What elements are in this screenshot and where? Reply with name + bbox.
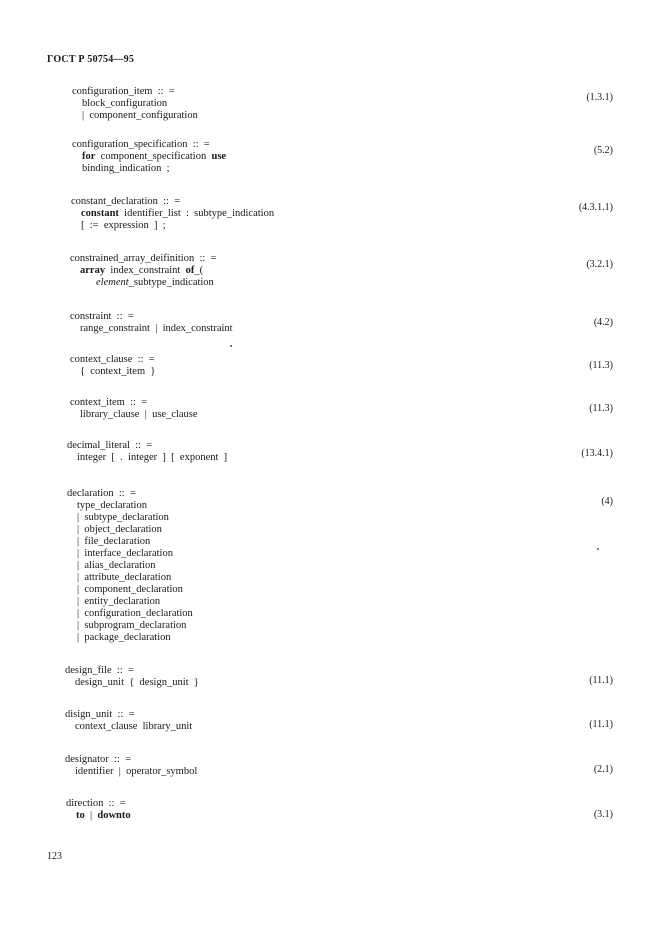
rule-body-line	[77, 596, 160, 608]
italic-text: element	[96, 277, 129, 288]
rule-text: { context_item }	[80, 366, 156, 377]
rule-text: declaration :: =	[67, 488, 136, 499]
rule-body-line	[80, 409, 198, 421]
rule-text: decimal_literal :: =	[67, 440, 153, 451]
rule-text: _subtype_indication	[128, 277, 214, 288]
stray-mark	[230, 345, 232, 347]
section-reference: (2.1)	[593, 764, 613, 775]
rule-body-line	[77, 536, 150, 548]
rule-text: | configuration_declaration	[77, 608, 193, 619]
section-reference: (5.2)	[593, 145, 613, 156]
rule-head	[70, 354, 155, 366]
rule-text: binding_indication ;	[82, 163, 170, 174]
keyword: use	[211, 151, 227, 162]
rule-text: disign_unit :: =	[65, 709, 135, 720]
rule-head	[66, 798, 126, 810]
document-header: ГОСТ Р 50754—95	[47, 54, 135, 65]
rule-head	[70, 253, 216, 265]
rule-text: component_specification	[95, 151, 212, 162]
rule-body-line	[77, 620, 186, 632]
keyword: constant	[81, 208, 119, 219]
rule-text: identifier_list : subtype_indication	[118, 208, 275, 219]
section-reference: (4)	[601, 496, 613, 507]
rule-text: block_configuration	[82, 98, 168, 109]
rule-text: | object_declaration	[77, 524, 162, 535]
rule-body-line	[75, 766, 197, 778]
rule-head	[65, 754, 131, 766]
rule-head	[65, 709, 135, 721]
keyword: downto	[97, 810, 131, 821]
rule-text: range_constraint | index_constraint	[80, 323, 233, 334]
rule-body-line	[77, 524, 162, 536]
rule-text: design_unit { design_unit }	[75, 677, 199, 688]
rule-body-line	[77, 548, 173, 560]
rule-body-line	[80, 265, 203, 277]
rule-text: type_declaration	[77, 500, 147, 511]
rule-body-line	[82, 163, 170, 175]
section-reference: (1.3.1)	[586, 92, 613, 103]
section-reference: (11.1)	[589, 719, 613, 730]
rule-body-line	[82, 98, 167, 110]
rule-head	[70, 397, 147, 409]
rule-body-line	[77, 452, 227, 464]
rule-text: direction :: =	[66, 798, 126, 809]
rule-body-line	[96, 277, 214, 289]
rule-body-line	[81, 208, 274, 220]
rule-body-line	[77, 560, 155, 572]
rule-text: configuration_specification :: =	[72, 139, 210, 150]
rule-text: | entity_declaration	[77, 596, 161, 607]
keyword: to	[76, 810, 85, 821]
rule-text: context_item :: =	[70, 397, 148, 408]
rule-body-line	[82, 151, 226, 163]
rule-body-line	[81, 220, 166, 232]
rule-body-line	[77, 572, 171, 584]
rule-text: index_constraint	[105, 265, 186, 276]
rule-text: | package_declaration	[77, 632, 171, 643]
rule-text: | interface_declaration	[77, 548, 173, 559]
section-reference: (3.2.1)	[586, 259, 613, 270]
rule-text: | subtype_declaration	[77, 512, 169, 523]
rule-head	[67, 440, 152, 452]
rule-text: integer [ . integer ] [ exponent ]	[77, 452, 228, 463]
rule-text: | component_configuration	[82, 110, 198, 121]
section-reference: (4.2)	[593, 317, 613, 328]
section-reference: (11.3)	[589, 360, 613, 371]
rule-head	[70, 311, 134, 323]
section-reference: (4.3.1.1)	[578, 202, 613, 213]
rule-text: library_clause | use_clause	[80, 409, 198, 420]
rule-body-line	[80, 323, 233, 335]
rule-head	[72, 86, 175, 98]
rule-head	[65, 665, 134, 677]
rule-text: | component_declaration	[77, 584, 183, 595]
rule-body-line	[77, 584, 183, 596]
rule-text: constant_declaration :: =	[71, 196, 181, 207]
keyword: array	[80, 265, 106, 276]
rule-body-line	[75, 677, 199, 689]
stray-mark	[597, 548, 599, 550]
rule-text: _(	[194, 265, 204, 276]
rule-text: context_clause :: =	[70, 354, 155, 365]
rule-body-line	[75, 721, 192, 733]
rule-body-line	[76, 810, 131, 822]
rule-text: | alias_declaration	[77, 560, 156, 571]
rule-text: constraint :: =	[70, 311, 134, 322]
rule-text: | attribute_declaration	[77, 572, 172, 583]
rule-text: designator :: =	[65, 754, 131, 765]
rule-text: [ := expression ] ;	[81, 220, 166, 231]
rule-body-line	[82, 110, 198, 122]
rule-body-line	[77, 608, 193, 620]
page-number: 123	[47, 851, 62, 862]
section-reference: (11.1)	[589, 675, 613, 686]
keyword: of	[185, 265, 195, 276]
rule-head	[72, 139, 210, 151]
keyword: for	[82, 151, 96, 162]
rule-head	[67, 488, 136, 500]
section-reference: (3.1)	[593, 809, 613, 820]
rule-text: | file_declaration	[77, 536, 151, 547]
rule-body-line	[77, 512, 169, 524]
rule-text: context_clause library_unit	[75, 721, 193, 732]
rule-head	[71, 196, 180, 208]
section-reference: (11.3)	[589, 403, 613, 414]
rule-body-line	[77, 632, 171, 644]
rule-body-line	[80, 366, 155, 378]
rule-body-line	[77, 500, 147, 512]
rule-text: | subprogram_declaration	[77, 620, 187, 631]
rule-text: |	[84, 810, 98, 821]
rule-text: identifier | operator_symbol	[75, 766, 198, 777]
rule-text: configuration_item :: =	[72, 86, 175, 97]
rule-text: design_file :: =	[65, 665, 134, 676]
section-reference: (13.4.1)	[581, 448, 613, 459]
rule-text: constrained_array_deifinition :: =	[70, 253, 217, 264]
